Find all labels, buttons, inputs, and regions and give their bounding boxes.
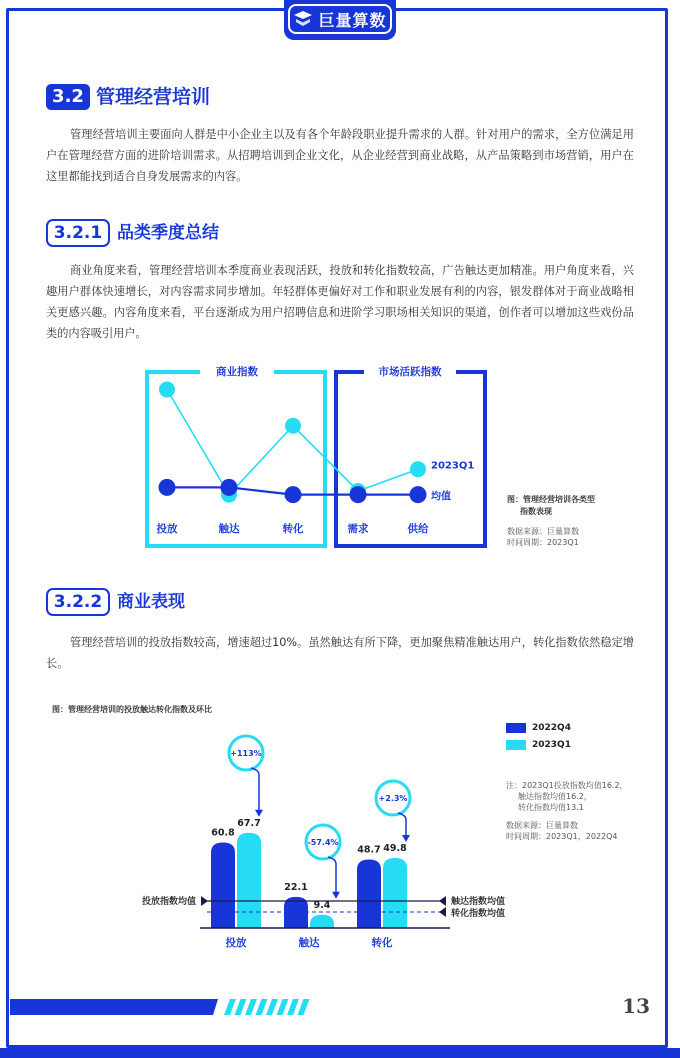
footer-stripe-segment <box>298 999 310 1015</box>
footer-stripe-segment <box>256 999 268 1015</box>
change-arrow-head <box>332 892 340 899</box>
legend-label-2022q4: 2022Q4 <box>532 723 571 733</box>
footer-stripe-segment <box>266 999 278 1015</box>
market-group-box <box>336 372 485 546</box>
right-mean-arrow-1 <box>439 896 446 906</box>
reach-mean-label: 触达指数均值 <box>451 897 506 907</box>
chart1-caption-1: 图：管理经营培训各类型 <box>507 495 595 504</box>
category-label: 需求 <box>347 523 369 535</box>
commercial-group-box <box>147 372 325 546</box>
delivery-mean-label: 投放指数均值 <box>141 897 196 907</box>
footer-stripe-segment <box>224 999 236 1015</box>
data-point <box>350 486 367 503</box>
chart2-caption: 图：管理经营培训的投放触达转化指数及环比 <box>52 705 212 714</box>
subsection-2-number: 3.2.2 <box>46 588 110 616</box>
commercial-group-label: 商业指数 <box>216 366 258 378</box>
subsection-1-body: 商业角度来看，管理经营培训本季度商业表现活跃，投放和转化指数较高，广告触达更加精准。用户角度来看，兴趣用户群体快速增长，对内容需求同步增加。年轻群体更偏好对工作和职业发展有利的内容，银发群体对于商业战略相关更感兴趣。内容角度来看，平台逐渐成为用户招聘信息和进阶学习职场相关知识的渠道，创作者可以增加这些戏份品类的内容吸引用户。 <box>46 264 634 340</box>
right-mean-arrow-2 <box>439 907 446 917</box>
bar-value-label: 22.1 <box>284 881 308 893</box>
change-arrow-head <box>255 810 263 817</box>
bar <box>310 915 334 928</box>
chart1-caption-2: 指数表现 <box>520 507 552 516</box>
chart2-note-2: 触达指数均值16.2， <box>518 792 592 801</box>
brand-tab <box>284 0 396 40</box>
footer-stripe-segment <box>235 999 247 1015</box>
brand-name: 巨量算数 <box>318 10 387 30</box>
chart2-period: 时间周期：2023Q1，2022Q4 <box>506 832 618 841</box>
change-arrow <box>328 857 336 897</box>
subsection-2-title: 商业表现 <box>117 592 185 612</box>
series-line-0 <box>167 390 418 495</box>
subsection-1-title: 品类季度总结 <box>117 223 219 243</box>
series-label: 2023Q1 <box>431 460 475 472</box>
bar-chart <box>0 720 680 960</box>
data-point <box>410 461 426 477</box>
bar-value-label: 9.4 <box>313 899 331 911</box>
data-point <box>159 479 176 496</box>
brand-icon <box>293 10 313 28</box>
footer-stripe-segment <box>287 999 299 1015</box>
bar <box>211 843 235 928</box>
left-mean-arrow <box>201 896 208 906</box>
chart2-source: 数据来源：巨量算数 <box>506 821 578 830</box>
change-badge-label: +2.3% <box>378 794 408 803</box>
category-label: 触达 <box>218 523 240 535</box>
section-intro: 管理经营培训主要面向人群是中小企业主以及有各个年龄段职业提升需求的人群。针对用户的需求，全方位满足用户在管理经营方面的进阶培训需求。从招聘培训到企业文化，从企业经营到商业战略，从产品策略到市场营销，用户在这里都能找到适合自身发展需求的内容。 <box>46 128 634 183</box>
data-point <box>285 418 301 434</box>
data-point <box>221 479 238 496</box>
data-point <box>159 382 175 398</box>
market-group-label: 市场活跃指数 <box>378 366 442 378</box>
subsection-2-body: 管理经营培训的投放指数较高，增速超过10%。虽然触达有所下降，更加聚焦精准触达用户，转化指数依然稳定增长。 <box>46 636 634 670</box>
change-badge-label: +113% <box>230 749 262 758</box>
category-label: 投放 <box>156 523 178 535</box>
bar-value-label: 48.7 <box>357 844 381 856</box>
footer-stripe <box>10 997 330 1017</box>
chart1-period: 时间周期：2023Q1 <box>507 538 579 547</box>
category-label: 转化 <box>282 523 304 535</box>
footer-stripe-segment <box>245 999 257 1015</box>
legend-label-2023q1: 2023Q1 <box>532 740 571 750</box>
section-title: 管理经营培训 <box>96 86 211 108</box>
footer-stripe-segment <box>277 999 289 1015</box>
category-label: 转化 <box>371 937 393 949</box>
page-bottom-bar <box>0 1048 680 1058</box>
series-label: 均值 <box>431 491 451 503</box>
category-label: 投放 <box>225 937 247 949</box>
conversion-mean-label: 转化指数均值 <box>451 909 506 919</box>
page-number: 13 <box>622 994 650 1018</box>
section-number: 3.2 <box>46 84 90 110</box>
chart2-note-1: 注：2023Q1投放指数均值16.2， <box>506 781 628 790</box>
bar <box>237 833 261 928</box>
brand-logo <box>288 4 392 34</box>
chart2-note-3: 转化指数均值13.1 <box>518 803 584 812</box>
bar-value-label: 60.8 <box>211 827 235 839</box>
change-badge-label: -57.4% <box>307 838 339 847</box>
bar-value-label: 49.8 <box>383 842 407 854</box>
subsection-1-number: 3.2.1 <box>46 219 110 247</box>
data-point <box>285 486 302 503</box>
category-label: 触达 <box>298 937 320 949</box>
bar-value-label: 67.7 <box>237 817 261 829</box>
chart1-source: 数据来源：巨量算数 <box>507 527 579 536</box>
bar <box>383 858 407 928</box>
data-point <box>410 486 427 503</box>
change-arrow-head <box>402 835 410 842</box>
bar <box>357 860 381 928</box>
category-label: 供给 <box>407 523 429 535</box>
change-arrow <box>251 768 259 815</box>
